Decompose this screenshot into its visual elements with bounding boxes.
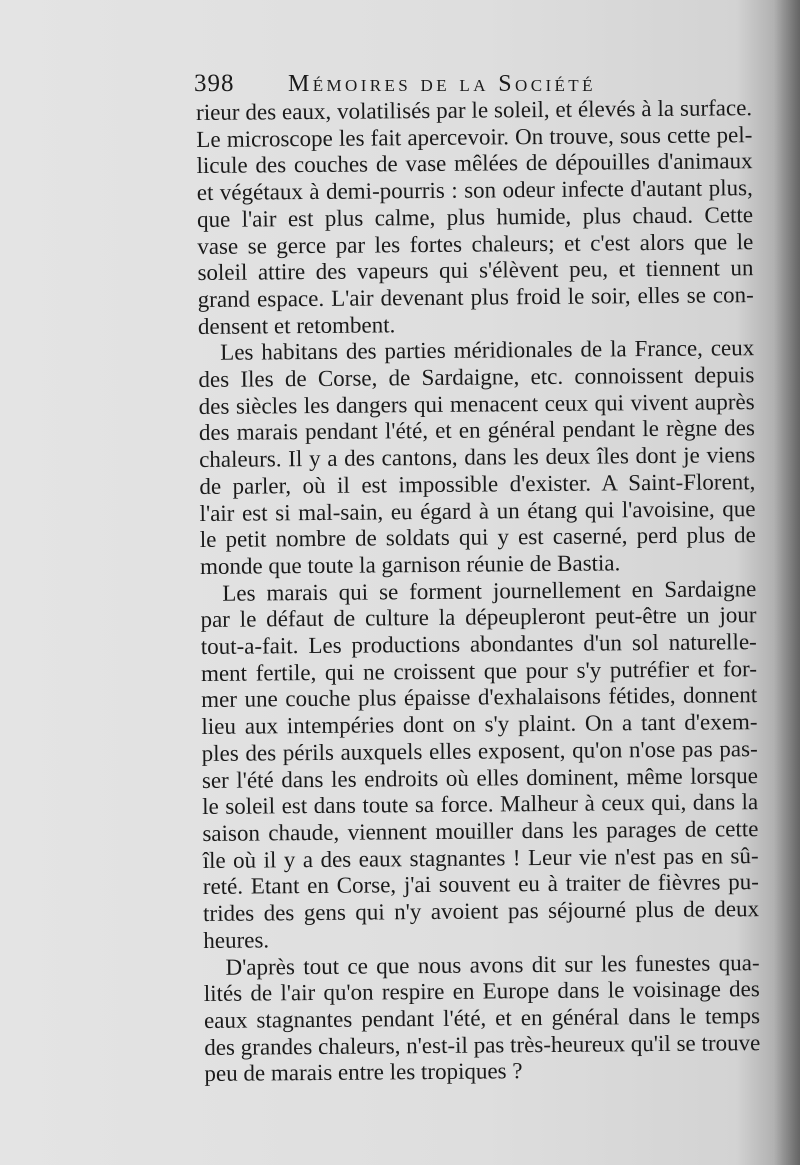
text-line: trides des gens qui n'y avoient pas séjourné plus de deux bbox=[202, 896, 760, 927]
running-title: Mémoires de la Société bbox=[288, 71, 596, 97]
text-line: densent et retombent. bbox=[197, 311, 396, 339]
text-line: chaleurs. Il y a des cantons, dans les deux îles dont je viens bbox=[199, 442, 756, 473]
text-line: rieur des eaux, volatilisés par le soleil, et élevés à la surface. bbox=[196, 95, 753, 125]
text-line: Les habitans des parties méridionales de la France, ceux bbox=[220, 335, 755, 366]
text-line: ples des périls auxquels elles exposent, qu'on n'ose pas pas- bbox=[201, 735, 758, 766]
text-line: licule des couches de vase mêlées de dépouilles d'animaux bbox=[196, 148, 753, 179]
text-line: grand espace. L'air devenant plus froid le soir, elles se con- bbox=[197, 282, 754, 312]
text-line: que l'air est plus calme, plus humide, plus chaud. Cette bbox=[196, 201, 754, 232]
paragraph bbox=[200, 576, 759, 955]
text-line: des Iles de Corse, de Sardaigne, etc. connoissent depuis bbox=[198, 362, 755, 393]
body-text bbox=[196, 95, 761, 1088]
text-line: lités de l'air qu'on respire en Europe dans le voisinage des bbox=[203, 976, 760, 1007]
text-line: le petit nombre de soldats qui y est caserné, perd plus de bbox=[199, 522, 756, 553]
text-line: ment fertile, qui ne croissent que pour s'y putréfier et for- bbox=[200, 655, 758, 686]
paragraph bbox=[196, 95, 754, 340]
text-line: mer une couche plus épaisse d'exhalaisons fétides, donnent bbox=[201, 682, 758, 713]
text-line: vase se gerce par les fortes chaleurs; et c'est alors que le bbox=[197, 228, 754, 259]
text-line: saison chaude, viennent mouiller dans les parages de cette bbox=[202, 816, 759, 846]
text-line: Le microscope les fait apercevoir. On trouve, sous cette pel- bbox=[196, 121, 753, 152]
text-line: lieu aux intempéries dont on s'y plaint. On a tant d'exem- bbox=[201, 709, 758, 740]
paragraph bbox=[203, 950, 760, 1088]
text-line: tout-a-fait. Les productions abondantes d'un sol naturelle- bbox=[200, 629, 757, 660]
text-line: D'après tout ce que nous avons dit sur les funestes qua- bbox=[225, 949, 760, 980]
text-line: peu de marais entre les tropiques ? bbox=[204, 1058, 523, 1087]
text-line: eaux stagnantes pendant l'été, et en général dans le temps bbox=[203, 1003, 761, 1033]
text-line: des marais pendant l'été, et en général pendant le règne des bbox=[198, 415, 755, 446]
text-line: monde que toute la garnison réunie de Bastia. bbox=[199, 550, 621, 579]
text-line: île où il y a des eaux stagnantes ! Leur vie n'est pas en sû- bbox=[202, 842, 759, 873]
text-line: Les marais qui se forment journellement en Sardaigne bbox=[222, 575, 757, 606]
text-line: et végétaux à demi-pourris : son odeur infecte d'autant plus, bbox=[196, 175, 753, 206]
text-line: ser l'été dans les endroits où elles dominent, même lorsque bbox=[201, 762, 759, 793]
page-number: 398 bbox=[194, 70, 235, 97]
text-line: de parler, où il est impossible d'exister. A Saint-Florent, bbox=[199, 468, 756, 499]
text-line: reté. Etant en Corse, j'ai souvent eu à traiter de fièvres pu- bbox=[202, 869, 759, 900]
text-line: le soleil est dans toute sa force. Malheur à ceux qui, dans la bbox=[202, 789, 759, 820]
text-line: soleil attire des vapeurs qui s'élèvent peu, et tiennent un bbox=[197, 255, 754, 286]
text-line: par le défaut de culture la dépeupleront peut-être un jour bbox=[200, 602, 757, 633]
text-line: des grandes chaleurs, n'est-il pas très-heureux qu'il se trouve bbox=[204, 1029, 761, 1060]
text-line: l'air est si mal-sain, eu égard à un étang qui l'avoisine, que bbox=[199, 495, 756, 526]
paragraph bbox=[198, 335, 756, 580]
text-line: des siècles les dangers qui menacent ceux qui vivent auprès bbox=[198, 388, 755, 419]
text-line: heures. bbox=[203, 927, 270, 953]
